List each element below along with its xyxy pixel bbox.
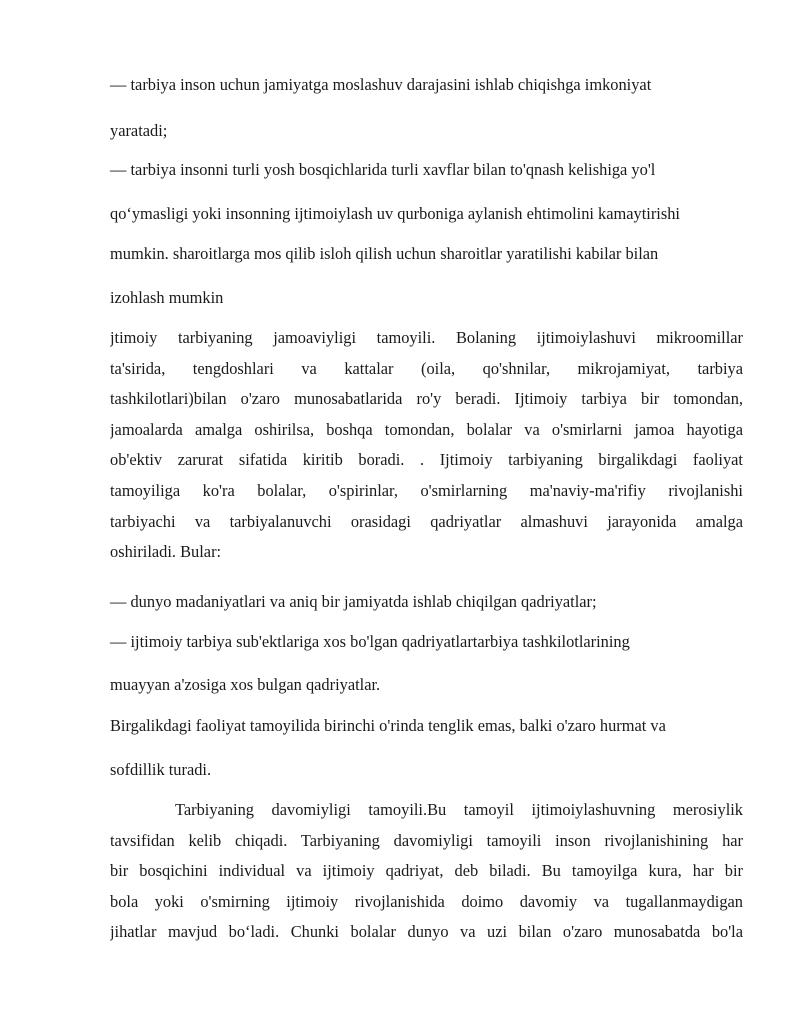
paragraph-line: tashkilotlari)bilan o'zaro munosabatlarida ro'y beradi. Ijtimoiy tarbiya bir tomondan, (110, 389, 743, 409)
paragraph-line: oshiriladi. Bular: (110, 542, 222, 562)
paragraph-line: tarbiyachi va tarbiyalanuvchi orasidagi qadriyatlar almashuvi jarayonida amalga (110, 511, 743, 531)
paragraph-line: jihatlar mavjud bo‘ladi. Chunki bolalar dunyo va uzi bilan o'zaro munosabatda bo'la (110, 922, 743, 942)
list-item-text: izohlash mumkin (110, 288, 224, 307)
paragraph-line: bola yoki o'smirning ijtimoiy rivojlanishida doimo davomiy va tugallanmaydigan (110, 891, 743, 911)
list-item-text: — ijtimoiy tarbiya sub'ektlariga xos bo'lgan qadriyatlartarbiya tashkilotlarining (110, 632, 630, 651)
paragraph-line: tamoyiliga ko'ra bolalar, o'spirinlar, o'smirlarning ma'naviy-ma'rifiy rivojlanishi (110, 480, 743, 500)
list-item-text: — tarbiya inson uchun jamiyatga moslashuv darajasini ishlab chiqishga imkoniyat (110, 75, 652, 94)
paragraph-line: tavsifidan kelib chiqadi. Tarbiyaning davomiyligi tamoyili inson rivojlanishining har (110, 830, 743, 850)
paragraph-line: Tarbiyaning davomiyligi tamoyili.Bu tamoyil ijtimoiylashuvning merosiylik (175, 800, 743, 819)
list-item-text: mumkin. sharoitlarga mos qilib isloh qilish uchun sharoitlar yaratilishi kabilar bilan (110, 244, 659, 263)
paragraph-continuity-principle (110, 800, 743, 953)
paragraph-line: Birgalikdagi faoliyat tamoyilida birinchi o'rinda tenglik emas, balki o'zaro hurmat va (110, 716, 666, 735)
list-item-text: muayyan a'zosiga xos bulgan qadriyatlar. (110, 675, 381, 694)
paragraph-line: jamoalarda amalga oshirilsa, boshqa tomondan, bolalar va o'smirlarni jamoa hayotiga (110, 419, 743, 439)
paragraph-collective-principle (110, 328, 743, 573)
paragraph-line: ob'ektiv zarurat sifatida kiritib boradi. . Ijtimoiy tarbiyaning birgalikdagi faoliyat (110, 450, 743, 470)
paragraph-line: jtimoiy tarbiyaning jamoaviyligi tamoyili. Bolaning ijtimoiylashuvi mikroomillar (110, 328, 743, 347)
list-item-text: — dunyo madaniyatlari va aniq bir jamiyatda ishlab chiqilgan qadriyatlar; (110, 592, 597, 611)
list-item-text: — tarbiya insonni turli yosh bosqichlarida turli xavflar bilan to'qnash kelishiga yo'l (110, 160, 656, 179)
paragraph-line: sofdillik turadi. (110, 760, 212, 779)
paragraph-line: bir bosqichini individual va ijtimoiy qadriyat, deb biladi. Bu tamoyilga kura, har bir (110, 861, 743, 881)
list-item-text: yaratadi; (110, 121, 168, 140)
list-item-text: qo‘ymasligi yoki insonning ijtimoiylash uv qurboniga aylanish ehtimolini kamaytirishi (110, 204, 680, 223)
paragraph-line: ta'sirida, tengdoshlari va kattalar (oila, qo'shnilar, mikrojamiyat, tarbiya (110, 358, 743, 378)
